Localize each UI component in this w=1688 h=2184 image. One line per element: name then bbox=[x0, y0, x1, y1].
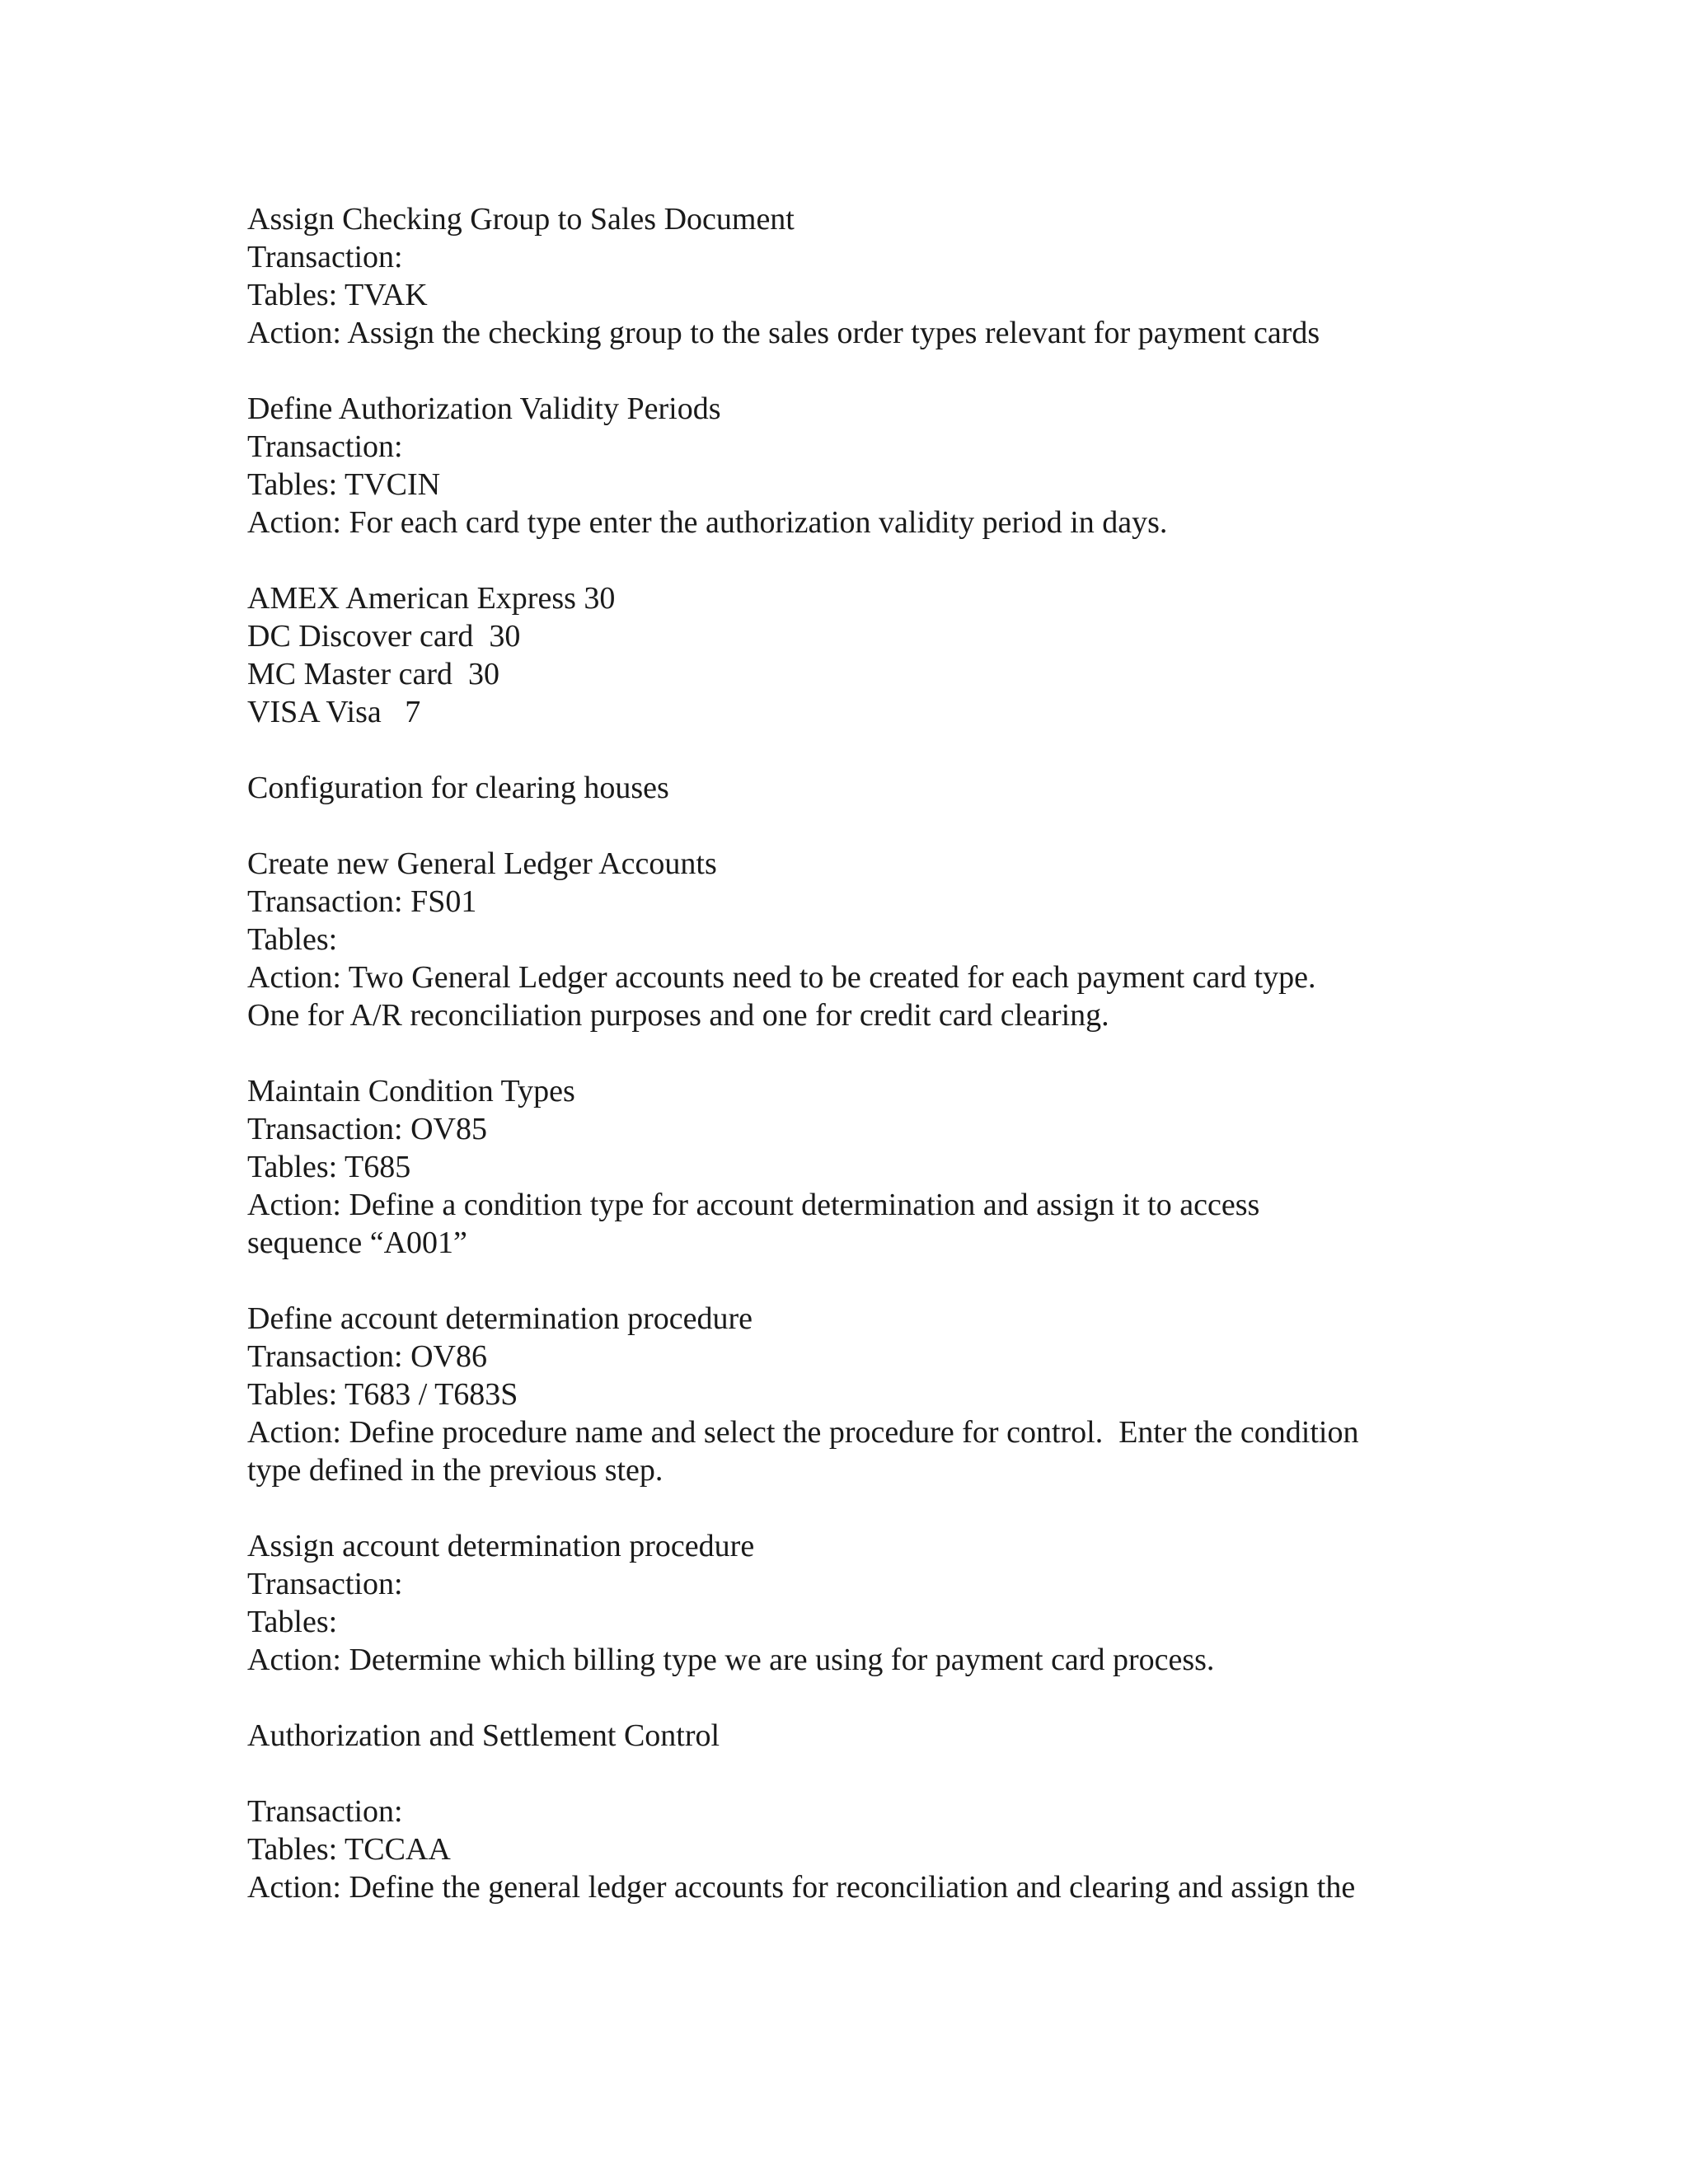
card-type-line: MC Master card 30 bbox=[247, 657, 500, 691]
section-title-authorization-validity: Define Authorization Validity Periods bbox=[247, 391, 721, 426]
section-title-create-gl-accounts: Create new General Ledger Accounts bbox=[247, 846, 717, 881]
transaction-line: Transaction: bbox=[247, 1567, 403, 1601]
transaction-line: Transaction: bbox=[247, 240, 403, 274]
blank-line bbox=[247, 807, 1451, 845]
section-title-assign-account-determination: Assign account determination procedure bbox=[247, 1529, 755, 1563]
card-type-line: VISA Visa 7 bbox=[247, 695, 421, 729]
tables-line: Tables: T685 bbox=[247, 1150, 411, 1184]
action-line: Action: Define a condition type for account determination and assign it to access bbox=[247, 1188, 1260, 1222]
action-line: Action: Assign the checking group to the sales order types relevant for payment cards bbox=[247, 316, 1320, 350]
tables-line: Tables: bbox=[247, 922, 338, 957]
blank-line bbox=[247, 1755, 1451, 1793]
transaction-line: Transaction: bbox=[247, 429, 403, 464]
blank-line bbox=[247, 731, 1451, 769]
document-page bbox=[247, 200, 1451, 1906]
section-title-clearing-houses: Configuration for clearing houses bbox=[247, 771, 669, 805]
transaction-line: Transaction: OV85 bbox=[247, 1112, 487, 1146]
action-continuation-line: sequence “A001” bbox=[247, 1226, 467, 1260]
action-line: Action: Determine which billing type we are using for payment card process. bbox=[247, 1643, 1215, 1677]
blank-line bbox=[247, 352, 1451, 390]
action-line: Action: Two General Ledger accounts need to be created for each payment card type. bbox=[247, 960, 1316, 995]
blank-line bbox=[247, 1262, 1451, 1300]
tables-line: Tables: bbox=[247, 1605, 338, 1639]
transaction-line: Transaction: FS01 bbox=[247, 884, 477, 919]
transaction-line: Transaction: OV86 bbox=[247, 1339, 487, 1374]
blank-line bbox=[247, 541, 1451, 579]
transaction-line: Transaction: bbox=[247, 1794, 403, 1829]
section-title-authorization-settlement: Authorization and Settlement Control bbox=[247, 1718, 720, 1753]
card-type-line: AMEX American Express 30 bbox=[247, 581, 616, 616]
section-title-maintain-condition-types: Maintain Condition Types bbox=[247, 1074, 575, 1108]
tables-line: Tables: TCCAA bbox=[247, 1832, 451, 1867]
blank-line bbox=[247, 1679, 1451, 1717]
section-title-define-account-determination: Define account determination procedure bbox=[247, 1301, 753, 1336]
card-type-line: DC Discover card 30 bbox=[247, 619, 521, 654]
tables-line: Tables: TVCIN bbox=[247, 467, 441, 502]
action-line: Action: For each card type enter the authorization validity period in days. bbox=[247, 505, 1168, 540]
section-title-assign-checking-group: Assign Checking Group to Sales Document bbox=[247, 202, 795, 237]
tables-line: Tables: TVAK bbox=[247, 278, 428, 312]
blank-line bbox=[247, 1489, 1451, 1527]
action-line: Action: Define procedure name and select the procedure for control. Enter the condition bbox=[247, 1415, 1359, 1450]
action-line: Action: Define the general ledger accounts for reconciliation and clearing and assign the bbox=[247, 1870, 1356, 1905]
blank-line bbox=[247, 1034, 1451, 1072]
action-continuation-line: type defined in the previous step. bbox=[247, 1453, 663, 1488]
action-continuation-line: One for A/R reconciliation purposes and one for credit card clearing. bbox=[247, 998, 1109, 1033]
tables-line: Tables: T683 / T683S bbox=[247, 1377, 518, 1412]
